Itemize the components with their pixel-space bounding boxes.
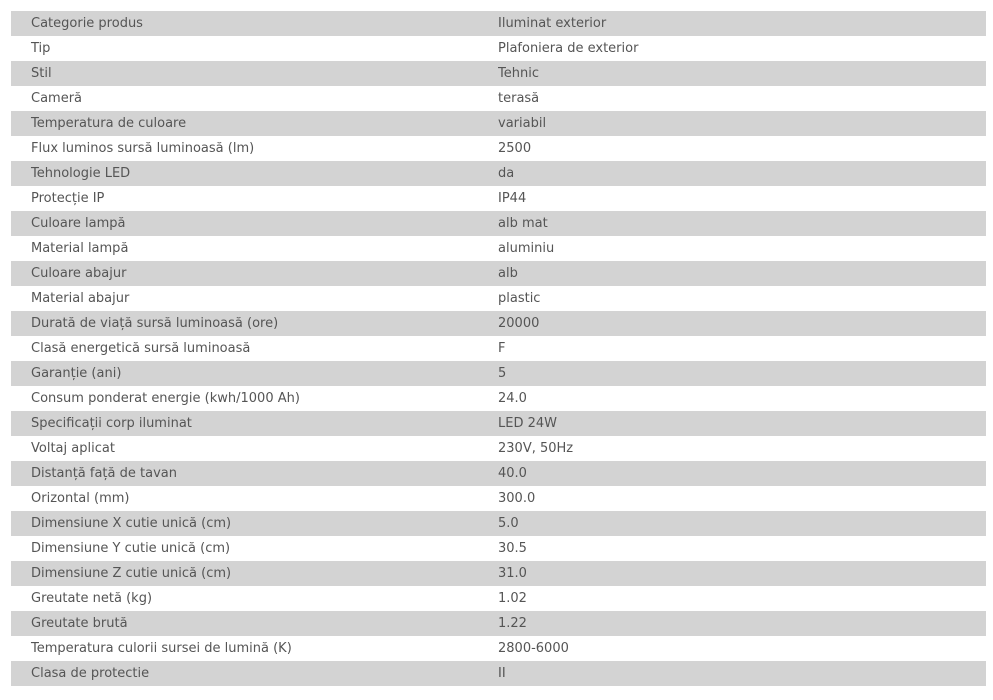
spec-label: Material abajur [31, 291, 130, 306]
table-row [11, 186, 986, 211]
spec-label: Greutate brută [31, 616, 128, 631]
spec-value: alb [498, 266, 518, 281]
table-row [11, 261, 986, 286]
spec-label: Cameră [31, 91, 83, 106]
spec-label: Material lampă [31, 241, 129, 256]
spec-label: Consum ponderat energie (kwh/1000 Ah) [31, 391, 300, 406]
table-row [11, 61, 986, 86]
spec-label: Flux luminos sursă luminoasă (lm) [31, 141, 255, 156]
spec-value: 30.5 [498, 541, 527, 556]
spec-label: Specificații corp iluminat [31, 416, 192, 431]
table-row [11, 111, 986, 136]
spec-value: 5.0 [498, 516, 519, 531]
spec-value: 2500 [498, 141, 532, 156]
table-row [11, 586, 986, 611]
spec-value: 1.22 [498, 616, 527, 631]
spec-value: 24.0 [498, 391, 527, 406]
spec-label: Protecție IP [31, 191, 105, 206]
spec-label: Dimensiune X cutie unică (cm) [31, 516, 232, 531]
spec-value: 1.02 [498, 591, 527, 606]
spec-label: Orizontal (mm) [31, 491, 130, 506]
spec-label: Temperatura de culoare [31, 116, 187, 131]
spec-value: 2800-6000 [498, 641, 569, 656]
spec-value: 5 [498, 366, 507, 381]
table-row [11, 436, 986, 461]
spec-label: Culoare lampă [31, 216, 126, 231]
spec-value: II [498, 666, 506, 681]
table-row [11, 86, 986, 111]
spec-value: variabil [498, 116, 547, 131]
spec-value: F [498, 341, 506, 356]
table-row [11, 636, 986, 661]
table-row [11, 511, 986, 536]
table-row [11, 536, 986, 561]
spec-value: Iluminat exterior [498, 16, 607, 31]
table-row [11, 561, 986, 586]
spec-label: Greutate netă (kg) [31, 591, 153, 606]
table-row [11, 611, 986, 636]
spec-value: 300.0 [498, 491, 536, 506]
spec-label: Temperatura culorii sursei de lumină (K) [31, 641, 292, 656]
spec-value: terasă [498, 91, 540, 106]
spec-value: 20000 [498, 316, 540, 331]
table-row [11, 386, 986, 411]
spec-label: Voltaj aplicat [31, 441, 115, 456]
spec-value: da [498, 166, 515, 181]
table-row [11, 161, 986, 186]
table-row [11, 461, 986, 486]
table-row [11, 136, 986, 161]
spec-value: alb mat [498, 216, 548, 231]
spec-label: Clasă energetică sursă luminoasă [31, 341, 251, 356]
table-row [11, 661, 986, 686]
table-row [11, 11, 986, 36]
spec-label: Durată de viață sursă luminoasă (ore) [31, 316, 279, 331]
spec-label: Dimensiune Y cutie unică (cm) [31, 541, 231, 556]
table-row [11, 486, 986, 511]
spec-label: Stil [31, 66, 52, 81]
spec-label: Clasa de protectie [31, 666, 150, 681]
specifications-table [11, 11, 986, 686]
spec-label: Dimensiune Z cutie unică (cm) [31, 566, 232, 581]
table-row [11, 336, 986, 361]
spec-label: Tehnologie LED [31, 166, 131, 181]
spec-label: Garanție (ani) [31, 366, 122, 381]
spec-value: 230V, 50Hz [498, 441, 574, 456]
spec-value: 31.0 [498, 566, 527, 581]
spec-value: aluminiu [498, 241, 555, 256]
table-row [11, 211, 986, 236]
spec-label: Distanță față de tavan [31, 466, 177, 481]
spec-label: Tip [31, 41, 51, 56]
spec-value: LED 24W [498, 416, 557, 431]
spec-value: plastic [498, 291, 541, 306]
table-row [11, 236, 986, 261]
table-row [11, 286, 986, 311]
spec-label: Culoare abajur [31, 266, 127, 281]
spec-value: 40.0 [498, 466, 527, 481]
table-row [11, 361, 986, 386]
spec-value: IP44 [498, 191, 527, 206]
table-row [11, 36, 986, 61]
table-row [11, 311, 986, 336]
spec-value: Tehnic [498, 66, 539, 81]
spec-label: Categorie produs [31, 16, 143, 31]
table-row [11, 411, 986, 436]
spec-value: Plafoniera de exterior [498, 41, 639, 56]
